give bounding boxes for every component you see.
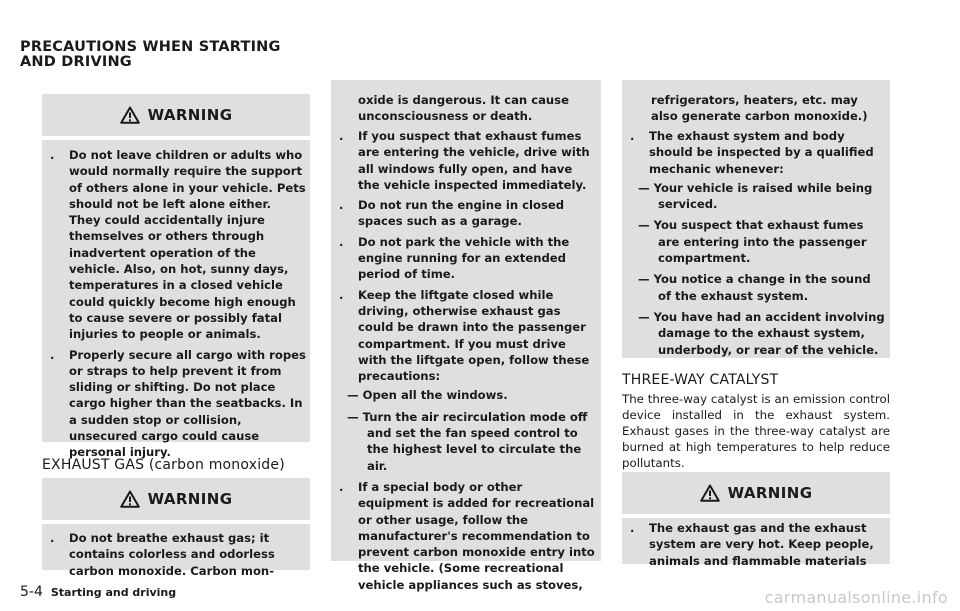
list-item: . The exhaust gas and the exhaust system are very hot. Keep people, animals and flammable materials (630, 521, 874, 568)
list-item-text: The exhaust system and body should be inspected by a qualified mechanic whenever: (649, 129, 874, 176)
list-item-text: Do not run the engine in closed spaces such as a garage. (358, 198, 565, 229)
paragraph-three-way-catalyst: The three-way catalyst is an emission control device installed in the exhaust system. Exhaust gases in the three-way catalyst are burned at high temperatures to help reduce pollutants. (622, 392, 890, 470)
list-item-text: The exhaust gas and the exhaust system are very hot. Keep people, animals and flammable materials (649, 521, 874, 568)
header-title-line-2: AND DRIVING (20, 54, 132, 70)
continued-text: oxide is dangerous. It can cause unconsciousness or death. (358, 93, 569, 124)
sub-list-item: — You have had an accident involving damage to the exhaust system, underbody, or rear of the vehicle. (638, 309, 885, 357)
sub-list-item: — You suspect that exhaust fumes are entering into the passenger compartment. (638, 218, 867, 266)
sub-list-item: — Your vehicle is raised while being serviced. (638, 180, 873, 212)
list-item: . Keep the liftgate closed while driving, otherwise exhaust gas could be drawn into the passenger compartment. If you must drive with the liftgate open, follow these precautions: — Open all the windows. — Turn the air recirculation mode off and set the fan speed control to the highest level to circulate the air. (333, 287, 595, 474)
list-item: . Do not leave children or adults who would normally require the support of others alone in your vehicle. Pets should not be left alone either. They could accidentally injure themselves or others through inadvertent operation of the vehicle. Also, on hot, sunny days, temperatures in a closed vehicle could quickly become high enough to cause severe or possibly fatal injuries to people or animals. (50, 148, 306, 342)
list-item: . Properly secure all cargo with ropes or straps to help prevent it from sliding or shifting. Do not place cargo higher than the seatbacks. In a sudden stop or collision, unsecured cargo could cause personal injury. (50, 347, 306, 460)
list-item-text: Keep the liftgate closed while driving, otherwise exhaust gas could be drawn into the passenger compartment. If you must drive with the liftgate open, follow these precautions: (358, 287, 590, 384)
list-item-text: Properly secure all cargo with ropes or straps to help prevent it from sliding or shifting. Do not place cargo higher than the seatbacks. In a sudden stop or collision, unsecured cargo could cause personal injury. (69, 347, 306, 460)
list-item-text: Do not park the vehicle with the engine running for an extended period of time. (358, 234, 570, 282)
list-item: . Do not park the vehicle with the engine running for an extended period of time. (339, 234, 570, 282)
continued-text: refrigerators, heaters, etc. may also generate carbon monoxide.) (651, 93, 868, 124)
page-number: 5-4 (20, 584, 43, 600)
watermark: carmanualsonline.info (764, 588, 948, 607)
footer-section-name: Starting and driving (50, 586, 177, 599)
warning-box-exhaust (42, 478, 310, 578)
warning-label: WARNING (147, 106, 233, 124)
warning-triangle-icon (120, 490, 140, 508)
section-title-three-way-catalyst: THREE-WAY CATALYST (622, 372, 779, 388)
warning-box-catalyst (622, 472, 890, 568)
list-item-text: Do not leave children or adults who would normally require the support of others alone in your vehicle. Pets should not be left alone either. They could accidentally injure themselves or others through inadvertent operation of the vehicle. Also, on hot, sunny days, temperatures in a closed vehicle could quickly become high enough to cause severe or possibly fatal injuries to people or animals. (69, 148, 306, 342)
warning-triangle-icon (120, 106, 140, 124)
warning-box-exhaust-continued (331, 80, 601, 592)
warning-box-children-cargo (42, 94, 310, 460)
warning-label: WARNING (147, 490, 233, 508)
page-footer (20, 584, 176, 600)
list-item: . If you suspect that exhaust fumes are entering the vehicle, drive with all windows fully open, and have the vehicle inspected immediately. (339, 129, 590, 192)
warning-label: WARNING (727, 484, 813, 502)
list-item: . Do not breathe exhaust gas; it contains colorless and odorless carbon monoxide. Carbon mon- (50, 531, 275, 578)
list-item: . Do not run the engine in closed spaces such as a garage. (339, 198, 565, 229)
section-title-exhaust-gas: EXHAUST GAS (carbon monoxide) (42, 457, 285, 473)
list-item-text: If a special body or other equipment is added for recreational or other usage, follow the manufacturer's recommendation to prevent carbon monoxide entry into the vehicle. (Some recreational vehicle appliances such as stoves, (358, 479, 595, 592)
warning-triangle-icon (700, 484, 720, 502)
list-item-text: If you suspect that exhaust fumes are entering the vehicle, drive with all windows fully open, and have the vehicle inspected immediately. (358, 129, 590, 192)
list-item-text: Do not breathe exhaust gas; it contains colorless and odorless carbon monoxide. Carbon mon- (69, 531, 275, 578)
list-item: . The exhaust system and body should be inspected by a qualified mechanic whenever: — Your vehicle is raised while being serviced. — You suspect that exhaust fumes are entering into the passenger compartment. — You notice a change in the sound of the exhaust system. — You have had an accident involving damage to the exhaust system, underbody, or rear of the vehicle. (624, 128, 886, 358)
header-title-line-1: PRECAUTIONS WHEN STARTING (20, 39, 281, 55)
sub-list-item: — Turn the air recirculation mode off and set the fan speed control to the highest level to circulate the air. (347, 409, 588, 473)
warning-box-exhaust-continued-2 (622, 80, 890, 358)
sub-list-item: — Open all the windows. (347, 388, 508, 403)
sub-list-item: — You notice a change in the sound of the exhaust system. (638, 272, 871, 303)
warning-heading (42, 478, 310, 520)
page-header-title (20, 40, 340, 70)
warning-heading (42, 94, 310, 136)
warning-heading (622, 472, 890, 514)
list-item: . If a special body or other equipment is added for recreational or other usage, follow the manufacturer's recommendation to prevent carbon monoxide entry into the vehicle. (Some recreational vehicle appliances such as stoves, (339, 479, 595, 592)
